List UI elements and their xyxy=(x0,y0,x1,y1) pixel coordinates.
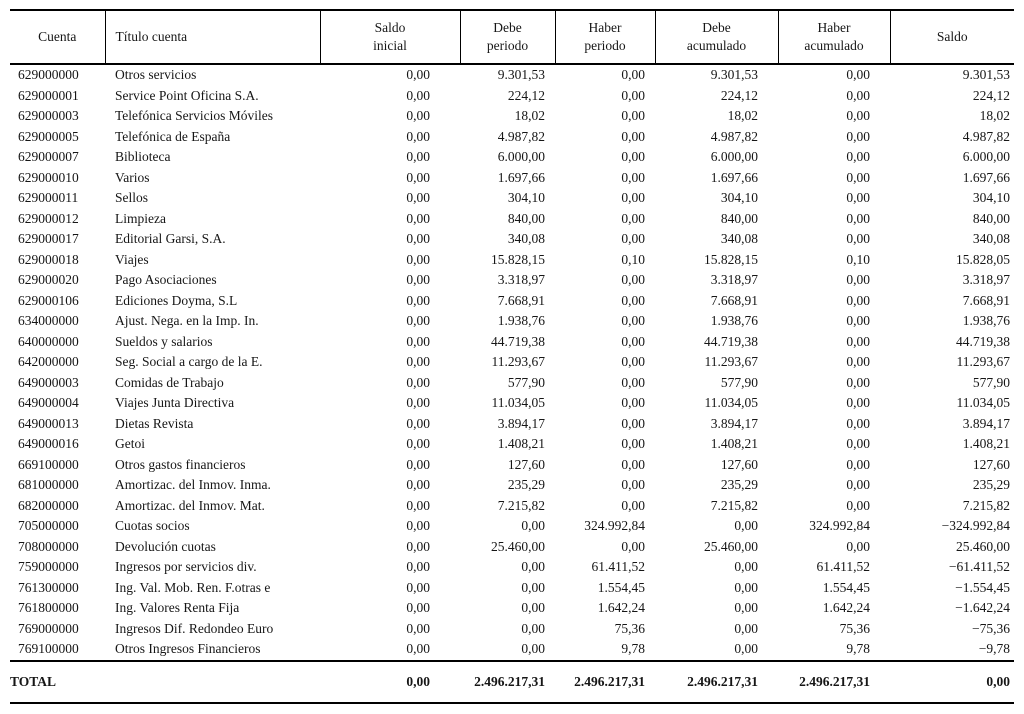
cell-saldo_inicial: 0,00 xyxy=(406,108,430,123)
cell-saldo_inicial: 0,00 xyxy=(406,620,430,636)
cell-saldo: 9.301,53 xyxy=(962,67,1010,82)
cell-saldo_inicial: 0,00 xyxy=(406,272,430,287)
cell-cuenta: 669100000 xyxy=(18,456,79,472)
total-haber_periodo: 2.496.217,31 xyxy=(555,661,655,703)
cell-debe_periodo: 0,00 xyxy=(521,600,545,615)
cell-haber_acumulado: 0,00 xyxy=(846,87,870,103)
header-row xyxy=(10,10,1014,64)
cell-titulo: Service Point Oficina S.A. xyxy=(115,87,259,103)
cell-debe_acumulado: 4.987,82 xyxy=(710,128,758,144)
cell-titulo: Devolución cuotas xyxy=(115,538,216,554)
cell-haber_acumulado: 61.411,52 xyxy=(816,559,870,574)
cell-debe_acumulado: 18,02 xyxy=(727,108,758,123)
cell-haber_acumulado: 1.554,45 xyxy=(822,579,870,595)
cell-saldo: 6.000,00 xyxy=(962,149,1010,164)
cell-debe_acumulado: 1.408,21 xyxy=(710,436,758,451)
cell-haber_acumulado: 0,00 xyxy=(846,538,870,554)
cell-debe_acumulado: 11.293,67 xyxy=(704,354,758,369)
column-header-titulo: Título cuenta xyxy=(105,10,320,64)
table-row xyxy=(10,291,1014,312)
cell-saldo: 3.894,17 xyxy=(962,415,1010,431)
cell-titulo: Varios xyxy=(115,169,150,185)
total-saldo_inicial: 0,00 xyxy=(320,661,460,703)
table-row xyxy=(10,455,1014,476)
table-row xyxy=(10,332,1014,353)
cell-saldo_inicial: 0,00 xyxy=(406,559,430,574)
cell-haber_periodo: 0,00 xyxy=(621,354,645,369)
cell-cuenta: 649000003 xyxy=(18,374,79,390)
cell-debe_periodo: 0,00 xyxy=(521,641,545,656)
cell-haber_acumulado: 0,00 xyxy=(846,497,870,513)
cell-debe_periodo: 11.293,67 xyxy=(491,354,545,369)
cell-saldo_inicial: 0,00 xyxy=(406,600,430,615)
cell-debe_periodo: 1.938,76 xyxy=(497,313,545,328)
cell-haber_acumulado: 324.992,84 xyxy=(809,518,870,533)
cell-haber_periodo: 0,00 xyxy=(621,395,645,410)
cell-saldo: 7.215,82 xyxy=(962,497,1010,513)
cell-saldo: 3.318,97 xyxy=(962,272,1010,287)
cell-haber_acumulado: 0,00 xyxy=(846,67,870,82)
cell-saldo_inicial: 0,00 xyxy=(406,169,430,185)
cell-titulo: Ajust. Nega. en la Imp. In. xyxy=(115,313,259,328)
cell-saldo: 4.987,82 xyxy=(962,128,1010,144)
cell-haber_periodo: 0,00 xyxy=(621,128,645,144)
column-header-debe_periodo: Debe periodo xyxy=(460,10,555,64)
cell-debe_acumulado: 0,00 xyxy=(734,641,758,656)
cell-haber_periodo: 1.642,24 xyxy=(597,600,645,615)
cell-titulo: Limpieza xyxy=(115,210,166,226)
cell-haber_periodo: 0,00 xyxy=(621,169,645,185)
cell-haber_periodo: 0,00 xyxy=(621,477,645,492)
cell-haber_periodo: 0,00 xyxy=(621,210,645,226)
column-header-debe_acumulado: Debe acumulado xyxy=(655,10,778,64)
cell-haber_periodo: 0,00 xyxy=(621,456,645,472)
cell-saldo_inicial: 0,00 xyxy=(406,87,430,103)
cell-haber_acumulado: 0,00 xyxy=(846,169,870,185)
cell-cuenta: 634000000 xyxy=(18,313,79,328)
cell-debe_acumulado: 1.697,66 xyxy=(710,169,758,185)
cell-debe_periodo: 25.460,00 xyxy=(491,538,545,554)
cell-titulo: Comidas de Trabajo xyxy=(115,374,224,390)
table-row xyxy=(10,373,1014,394)
cell-cuenta: 629000020 xyxy=(18,272,79,287)
cell-cuenta: 629000003 xyxy=(18,108,79,123)
cell-titulo: Sueldos y salarios xyxy=(115,333,213,349)
cell-saldo: 127,60 xyxy=(972,456,1010,472)
cell-debe_periodo: 11.034,05 xyxy=(491,395,545,410)
cell-debe_acumulado: 15.828,15 xyxy=(704,251,758,267)
cell-saldo_inicial: 0,00 xyxy=(406,415,430,431)
cell-haber_periodo: 9,78 xyxy=(621,641,645,656)
cell-cuenta: 769000000 xyxy=(18,620,79,636)
table-row xyxy=(10,270,1014,291)
cell-titulo: Ing. Val. Mob. Ren. F.otras e xyxy=(115,579,271,595)
cell-saldo_inicial: 0,00 xyxy=(406,313,430,328)
cell-cuenta: 761800000 xyxy=(18,600,79,615)
cell-debe_periodo: 15.828,15 xyxy=(491,251,545,267)
cell-debe_periodo: 0,00 xyxy=(521,579,545,595)
cell-debe_acumulado: 0,00 xyxy=(734,600,758,615)
cell-debe_periodo: 1.408,21 xyxy=(497,436,545,451)
cell-haber_periodo: 0,00 xyxy=(621,190,645,205)
cell-saldo: 44.719,38 xyxy=(956,333,1010,349)
total-saldo: 0,00 xyxy=(890,661,1014,703)
cell-cuenta: 629000010 xyxy=(18,169,79,185)
total-label: TOTAL xyxy=(10,661,320,703)
cell-haber_acumulado: 0,00 xyxy=(846,128,870,144)
column-header-haber_periodo: Haber periodo xyxy=(555,10,655,64)
cell-debe_acumulado: 25.460,00 xyxy=(704,538,758,554)
table-row xyxy=(10,537,1014,558)
cell-debe_acumulado: 0,00 xyxy=(734,518,758,533)
column-header-haber_acumulado: Haber acumulado xyxy=(778,10,890,64)
cell-debe_acumulado: 0,00 xyxy=(734,620,758,636)
cell-saldo: 7.668,91 xyxy=(962,292,1010,308)
cell-saldo_inicial: 0,00 xyxy=(406,128,430,144)
cell-debe_periodo: 840,00 xyxy=(507,210,545,226)
cell-saldo: 25.460,00 xyxy=(956,538,1010,554)
total-debe_acumulado: 2.496.217,31 xyxy=(655,661,778,703)
cell-debe_periodo: 0,00 xyxy=(521,518,545,533)
cell-debe_acumulado: 1.938,76 xyxy=(710,313,758,328)
cell-haber_acumulado: 0,00 xyxy=(846,292,870,308)
table-row xyxy=(10,250,1014,271)
cell-debe_periodo: 577,90 xyxy=(507,374,545,390)
cell-haber_acumulado: 0,00 xyxy=(846,436,870,451)
cell-saldo_inicial: 0,00 xyxy=(406,251,430,267)
cell-saldo: −61.411,52 xyxy=(948,559,1010,574)
cell-debe_acumulado: 6.000,00 xyxy=(710,149,758,164)
cell-cuenta: 708000000 xyxy=(18,538,79,554)
cell-haber_periodo: 0,00 xyxy=(621,108,645,123)
cell-saldo: −75,36 xyxy=(972,620,1010,636)
cell-saldo: 18,02 xyxy=(979,108,1010,123)
table-row xyxy=(10,106,1014,127)
column-header-saldo: Saldo xyxy=(890,10,1014,64)
cell-saldo: 340,08 xyxy=(972,231,1010,246)
cell-saldo: −9,78 xyxy=(978,641,1010,656)
cell-saldo_inicial: 0,00 xyxy=(406,333,430,349)
cell-debe_periodo: 235,29 xyxy=(507,477,545,492)
cell-cuenta: 640000000 xyxy=(18,333,79,349)
cell-saldo_inicial: 0,00 xyxy=(406,538,430,554)
cell-debe_acumulado: 304,10 xyxy=(720,190,758,205)
cell-saldo: −1.554,45 xyxy=(955,579,1010,595)
cell-titulo: Pago Asociaciones xyxy=(115,272,217,287)
cell-cuenta: 629000007 xyxy=(18,149,79,164)
table-row xyxy=(10,127,1014,148)
cell-debe_periodo: 44.719,38 xyxy=(491,333,545,349)
cell-saldo_inicial: 0,00 xyxy=(406,436,430,451)
cell-haber_acumulado: 0,00 xyxy=(846,313,870,328)
cell-haber_acumulado: 1.642,24 xyxy=(822,600,870,615)
cell-titulo: Telefónica Servicios Móviles xyxy=(115,108,274,123)
cell-cuenta: 629000005 xyxy=(18,128,79,144)
cell-saldo_inicial: 0,00 xyxy=(406,292,430,308)
cell-saldo_inicial: 0,00 xyxy=(406,67,430,82)
table-row xyxy=(10,64,1014,86)
cell-saldo: 1.408,21 xyxy=(962,436,1010,451)
cell-titulo: Amortizac. del Inmov. Mat. xyxy=(115,497,265,513)
total-debe_periodo: 2.496.217,31 xyxy=(460,661,555,703)
cell-titulo: Dietas Revista xyxy=(115,415,194,431)
cell-cuenta: 649000013 xyxy=(18,415,79,431)
cell-cuenta: 705000000 xyxy=(18,518,79,533)
cell-debe_periodo: 4.987,82 xyxy=(497,128,545,144)
cell-titulo: Otros gastos financieros xyxy=(115,456,246,472)
cell-haber_periodo: 61.411,52 xyxy=(591,559,645,574)
cell-haber_periodo: 0,00 xyxy=(621,538,645,554)
cell-debe_acumulado: 11.034,05 xyxy=(704,395,758,410)
cell-titulo: Biblioteca xyxy=(115,149,171,164)
cell-haber_periodo: 0,00 xyxy=(621,497,645,513)
table-row xyxy=(10,619,1014,640)
cell-haber_acumulado: 0,00 xyxy=(846,395,870,410)
cell-saldo: 1.697,66 xyxy=(962,169,1010,185)
cell-debe_periodo: 0,00 xyxy=(521,559,545,574)
cell-titulo: Ingresos por servicios div. xyxy=(115,559,257,574)
cell-haber_periodo: 0,00 xyxy=(621,292,645,308)
cell-haber_acumulado: 0,00 xyxy=(846,333,870,349)
cell-haber_acumulado: 0,00 xyxy=(846,456,870,472)
table-row xyxy=(10,516,1014,537)
table-row xyxy=(10,496,1014,517)
cell-saldo_inicial: 0,00 xyxy=(406,190,430,205)
cell-titulo: Seg. Social a cargo de la E. xyxy=(115,354,263,369)
cell-saldo: 11.293,67 xyxy=(956,354,1010,369)
account-balance-table xyxy=(10,9,1014,704)
cell-cuenta: 642000000 xyxy=(18,354,79,369)
cell-saldo: 15.828,05 xyxy=(956,251,1010,267)
cell-haber_acumulado: 0,00 xyxy=(846,231,870,246)
cell-cuenta: 629000000 xyxy=(18,67,79,82)
cell-cuenta: 761300000 xyxy=(18,579,79,595)
cell-haber_acumulado: 0,00 xyxy=(846,149,870,164)
cell-cuenta: 649000004 xyxy=(18,395,79,410)
cell-cuenta: 649000016 xyxy=(18,436,79,451)
cell-saldo_inicial: 0,00 xyxy=(406,149,430,164)
cell-debe_acumulado: 0,00 xyxy=(734,579,758,595)
cell-haber_periodo: 0,00 xyxy=(621,436,645,451)
cell-saldo: −324.992,84 xyxy=(941,518,1010,533)
cell-saldo: 235,29 xyxy=(972,477,1010,492)
cell-saldo_inicial: 0,00 xyxy=(406,518,430,533)
cell-debe_acumulado: 224,12 xyxy=(720,87,758,103)
cell-titulo: Otros servicios xyxy=(115,67,197,82)
cell-cuenta: 759000000 xyxy=(18,559,79,574)
cell-debe_periodo: 7.668,91 xyxy=(497,292,545,308)
cell-haber_acumulado: 75,36 xyxy=(839,620,870,636)
cell-cuenta: 629000012 xyxy=(18,210,79,226)
cell-haber_acumulado: 0,00 xyxy=(846,210,870,226)
cell-saldo: 840,00 xyxy=(972,210,1010,226)
cell-titulo: Ing. Valores Renta Fija xyxy=(115,600,240,615)
cell-debe_acumulado: 3.894,17 xyxy=(710,415,758,431)
cell-saldo_inicial: 0,00 xyxy=(406,477,430,492)
table-row xyxy=(10,188,1014,209)
cell-haber_periodo: 0,00 xyxy=(621,333,645,349)
cell-debe_periodo: 127,60 xyxy=(507,456,545,472)
cell-debe_periodo: 6.000,00 xyxy=(497,149,545,164)
table-row xyxy=(10,147,1014,168)
cell-saldo: 304,10 xyxy=(972,190,1010,205)
cell-haber_periodo: 0,00 xyxy=(621,149,645,164)
table-row xyxy=(10,475,1014,496)
cell-debe_periodo: 224,12 xyxy=(507,87,545,103)
cell-haber_periodo: 1.554,45 xyxy=(597,579,645,595)
cell-haber_acumulado: 0,00 xyxy=(846,415,870,431)
cell-saldo_inicial: 0,00 xyxy=(406,641,430,656)
cell-haber_acumulado: 0,00 xyxy=(846,272,870,287)
table-row xyxy=(10,311,1014,332)
cell-debe_acumulado: 577,90 xyxy=(720,374,758,390)
cell-haber_periodo: 0,00 xyxy=(621,313,645,328)
cell-saldo_inicial: 0,00 xyxy=(406,456,430,472)
cell-cuenta: 681000000 xyxy=(18,477,79,492)
cell-cuenta: 769100000 xyxy=(18,641,79,656)
cell-haber_acumulado: 9,78 xyxy=(846,641,870,656)
cell-saldo_inicial: 0,00 xyxy=(406,231,430,246)
cell-debe_acumulado: 0,00 xyxy=(734,559,758,574)
cell-saldo_inicial: 0,00 xyxy=(406,374,430,390)
column-header-cuenta: Cuenta xyxy=(10,10,105,64)
cell-debe_periodo: 18,02 xyxy=(514,108,545,123)
cell-haber_periodo: 0,00 xyxy=(621,231,645,246)
cell-saldo_inicial: 0,00 xyxy=(406,497,430,513)
cell-saldo_inicial: 0,00 xyxy=(406,395,430,410)
cell-haber_acumulado: 0,00 xyxy=(846,108,870,123)
table-row xyxy=(10,557,1014,578)
cell-cuenta: 629000011 xyxy=(18,190,79,205)
cell-debe_periodo: 304,10 xyxy=(507,190,545,205)
table-row xyxy=(10,168,1014,189)
cell-debe_acumulado: 235,29 xyxy=(720,477,758,492)
table-row xyxy=(10,352,1014,373)
table-row xyxy=(10,639,1014,661)
table-row xyxy=(10,598,1014,619)
cell-haber_acumulado: 0,00 xyxy=(846,477,870,492)
cell-cuenta: 629000001 xyxy=(18,87,79,103)
table-row xyxy=(10,229,1014,250)
cell-debe_acumulado: 840,00 xyxy=(720,210,758,226)
cell-debe_acumulado: 340,08 xyxy=(720,231,758,246)
table-footer xyxy=(10,661,1014,703)
cell-debe_acumulado: 7.215,82 xyxy=(710,497,758,513)
cell-titulo: Getoi xyxy=(115,436,145,451)
cell-debe_periodo: 3.318,97 xyxy=(497,272,545,287)
cell-titulo: Viajes xyxy=(115,251,149,267)
cell-cuenta: 682000000 xyxy=(18,497,79,513)
cell-haber_acumulado: 0,00 xyxy=(846,354,870,369)
cell-haber_periodo: 75,36 xyxy=(614,620,645,636)
table-row xyxy=(10,393,1014,414)
cell-titulo: Sellos xyxy=(115,190,149,205)
table-body xyxy=(10,64,1014,661)
cell-titulo: Amortizac. del Inmov. Inma. xyxy=(115,477,271,492)
table-row xyxy=(10,578,1014,599)
cell-debe_acumulado: 9.301,53 xyxy=(710,67,758,82)
cell-debe_periodo: 0,00 xyxy=(521,620,545,636)
cell-cuenta: 629000106 xyxy=(18,292,79,308)
column-header-saldo_inicial: Saldo inicial xyxy=(320,10,460,64)
cell-haber_acumulado: 0,10 xyxy=(846,251,870,267)
cell-titulo: Editorial Garsi, S.A. xyxy=(115,231,226,246)
cell-haber_periodo: 0,00 xyxy=(621,415,645,431)
cell-haber_periodo: 0,00 xyxy=(621,272,645,287)
cell-saldo_inicial: 0,00 xyxy=(406,210,430,226)
cell-debe_acumulado: 7.668,91 xyxy=(710,292,758,308)
cell-saldo: 11.034,05 xyxy=(956,395,1010,410)
table-header xyxy=(10,10,1014,64)
cell-saldo: 1.938,76 xyxy=(962,313,1010,328)
cell-titulo: Viajes Junta Directiva xyxy=(115,395,235,410)
cell-titulo: Ingresos Dif. Redondeo Euro xyxy=(115,620,274,636)
cell-debe_periodo: 7.215,82 xyxy=(497,497,545,513)
cell-saldo_inicial: 0,00 xyxy=(406,579,430,595)
table-row xyxy=(10,434,1014,455)
table-row xyxy=(10,414,1014,435)
cell-haber_periodo: 0,10 xyxy=(621,251,645,267)
cell-haber_periodo: 324.992,84 xyxy=(584,518,645,533)
table-row xyxy=(10,209,1014,230)
cell-saldo: 224,12 xyxy=(972,87,1010,103)
cell-cuenta: 629000018 xyxy=(18,251,79,267)
cell-debe_periodo: 1.697,66 xyxy=(497,169,545,185)
cell-cuenta: 629000017 xyxy=(18,231,79,246)
cell-saldo_inicial: 0,00 xyxy=(406,354,430,369)
cell-haber_periodo: 0,00 xyxy=(621,374,645,390)
total-haber_acumulado: 2.496.217,31 xyxy=(778,661,890,703)
table-row xyxy=(10,86,1014,107)
cell-titulo: Telefónica de España xyxy=(115,128,231,144)
cell-haber_periodo: 0,00 xyxy=(621,87,645,103)
cell-debe_acumulado: 3.318,97 xyxy=(710,272,758,287)
cell-saldo: 577,90 xyxy=(972,374,1010,390)
cell-haber_periodo: 0,00 xyxy=(621,67,645,82)
cell-titulo: Cuotas socios xyxy=(115,518,190,533)
cell-debe_periodo: 9.301,53 xyxy=(497,67,545,82)
cell-haber_acumulado: 0,00 xyxy=(846,374,870,390)
cell-haber_acumulado: 0,00 xyxy=(846,190,870,205)
cell-debe_acumulado: 44.719,38 xyxy=(704,333,758,349)
cell-saldo: −1.642,24 xyxy=(955,600,1010,615)
cell-debe_periodo: 340,08 xyxy=(507,231,545,246)
cell-titulo: Ediciones Doyma, S.L xyxy=(115,292,238,308)
cell-debe_acumulado: 127,60 xyxy=(720,456,758,472)
cell-debe_periodo: 3.894,17 xyxy=(497,415,545,431)
cell-titulo: Otros Ingresos Financieros xyxy=(115,641,261,656)
total-row xyxy=(10,661,1014,703)
